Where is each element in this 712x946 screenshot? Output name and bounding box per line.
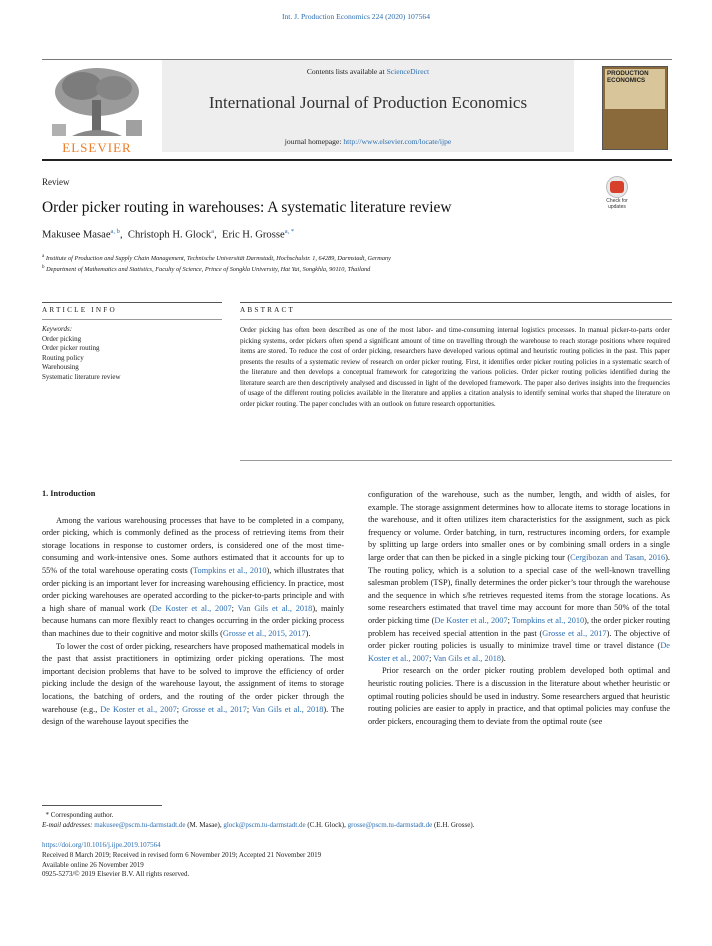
divider: [42, 302, 222, 303]
footnote-marker: *: [45, 811, 49, 819]
affil-text: Department of Mathematics and Statistics, Faculty of Science, Prince of Songkla University, Hat Yai, Songkhla, 90110, Thailand: [46, 266, 371, 274]
section-heading: 1. Introduction: [42, 489, 96, 498]
author-name[interactable]: Christoph H. Glock: [127, 229, 212, 241]
contents-line: [162, 67, 574, 76]
journal-title[interactable]: International Journal of Production Economics: [208, 93, 528, 112]
elsevier-tree-logo[interactable]: [42, 64, 152, 156]
citation-link[interactable]: Tompkins et al., 2010: [511, 615, 585, 625]
journal-reference[interactable]: Int. J. Production Economics 224 (2020) 107564: [281, 12, 431, 21]
check-for-updates-badge[interactable]: [600, 176, 634, 212]
bookmark-icon: [610, 181, 624, 193]
journal-cover-thumbnail[interactable]: [602, 66, 668, 150]
paragraph: [42, 515, 344, 641]
email-link[interactable]: glock@pscm.tu-darmstadt.de: [223, 821, 306, 829]
paragraph-text: ), the order picker routing problem has received special attention in the past (: [368, 615, 670, 638]
author-affil-marker[interactable]: a: [211, 228, 215, 235]
affiliation: [42, 254, 662, 262]
author-affil-marker[interactable]: a, b: [110, 228, 120, 235]
citation-link[interactable]: Van Gils et al., 2018: [433, 653, 502, 663]
paragraph-text: ;: [246, 704, 252, 714]
body-column-right: [368, 489, 670, 728]
citation-link[interactable]: Cergibozan and Tasan, 2016: [570, 552, 666, 562]
paragraph-text: ), mainly because humans can more flexibly react to changes occurring in the order picking process than machines due to their cognitive and motor skills (: [42, 603, 344, 638]
corresponding-author-label: Corresponding author.: [50, 811, 114, 819]
article-info-header: ARTICLE INFO: [42, 306, 117, 314]
paragraph-text: configuration of the warehouse, such as the number, length, and width of aisles, for example. The storage assignment determines how to allocate items to storage locations in the warehouse, and it often utilizes item characteristics for the assignment, such as pick frequency or volume. Order batching, in turn, restructures incoming orders, for example by splitting up large orders into smaller ones or by combining small orders in a single large order that can then be picked in a single picking tour (: [368, 490, 670, 562]
article-title: Order picker routing in warehouses: A systematic literature review: [42, 199, 452, 216]
abstract-text: Order picking has often been described as one of the most labor- and time-consuming internal logistics processes. In manual picker-to-parts order picking systems, order pickers often spend a significant amount of time on travelling through the warehouse to reach storage positions where required items are stored. To reduce the cost of order picking, researchers have developed various optimal and heuristic routing policies in the past. This paper presents the results of a systematic review of research on order picker routing. First, it identifies order picker routing policies in a systematic search of the literature and then develops a conceptual framework for categorizing the various policies. Order picker routing policies identified during the literature search are then descriptively analysed and discussed in light of the developed framework. The paper also derives insights into the frequencies of usage of the different routing policies available in the literature and applies a citation analysis to identify seminal works that shaped the literature on order picker routing. The paper concludes with an outlook on future research opportunities.: [240, 326, 670, 408]
citation-link[interactable]: Grosse et al., 2015, 2017: [222, 628, 306, 638]
divider: [42, 319, 222, 320]
paragraph-text: ;: [231, 603, 238, 613]
journal-banner: [162, 60, 574, 152]
homepage-line: [162, 137, 574, 146]
divider: [240, 302, 672, 303]
email-link[interactable]: makusee@pscm.tu-darmstadt.de: [94, 821, 186, 829]
keyword: Routing policy: [42, 353, 84, 362]
paragraph-text: ;: [429, 653, 434, 663]
copyright: 0925-5273/© 2019 Elsevier B.V. All rights reserved.: [42, 870, 190, 879]
author-affil-marker[interactable]: a, *: [284, 228, 295, 235]
cover-title: PRODUCTION ECONOMICS: [607, 70, 649, 84]
body-column-left: [42, 488, 344, 729]
affil-marker: a: [42, 254, 45, 259]
citation-link[interactable]: Grosse et al., 2017: [182, 704, 247, 714]
footnote: [42, 810, 672, 830]
paragraph-text: ), which illustrates that order picking is an important lever for increasing warehousing efficiency. In practice, most order picking warehouses are operated according to the picker-to-parts principle and with a high share of manual work (: [42, 565, 344, 613]
affil-text: Institute of Production and Supply Chain Management, Technische Universität Darmstadt, Hochschulstr. 1, 64289, Darmstadt, Germany: [45, 255, 391, 263]
email-owner: (M. Masae),: [187, 821, 222, 829]
citation-link[interactable]: De Koster et al., 2007: [100, 704, 177, 714]
paragraph-text: ). The objective of order picker routing policies is usually to minimize travel time or travel distance (: [368, 628, 670, 651]
citation-link[interactable]: De Koster et al., 2007: [434, 615, 508, 625]
emails-label: E-mail addresses:: [42, 821, 93, 829]
received-dates: Received 8 March 2019; Received in revised form 6 November 2019; Accepted 21 November 2019: [42, 850, 322, 859]
paragraph-text: ).: [305, 628, 311, 638]
paragraph-text: ;: [176, 704, 183, 714]
sciencedirect-link[interactable]: ScienceDirect: [386, 67, 430, 76]
keyword: Order picker routing: [42, 344, 100, 353]
citation-link[interactable]: Van Gils et al., 2018: [237, 603, 313, 613]
footnote-rule: [42, 805, 162, 806]
doi-link[interactable]: https://doi.org/10.1016/j.ijpe.2019.107564: [42, 841, 161, 849]
paragraph-text: ). The design of the warehouse layout specifies the: [42, 704, 345, 727]
citation-link[interactable]: Van Gils et al., 2018: [251, 704, 324, 714]
paragraph-text: ;: [507, 615, 512, 625]
divider: [240, 460, 672, 461]
email-owner: (E.H. Grosse).: [433, 821, 475, 829]
check-updates-label: Check for updates: [606, 198, 628, 210]
article-type: Review: [42, 177, 70, 187]
citation-link[interactable]: Tompkins et al., 2010: [193, 565, 267, 575]
abstract-header: ABSTRACT: [240, 306, 296, 314]
email-link[interactable]: grosse@pscm.tu-darmstadt.de: [347, 821, 433, 829]
publication-meta: [42, 841, 672, 880]
keyword: Order picking: [42, 334, 82, 343]
email-owner: (C.H. Glock),: [307, 821, 346, 829]
elsevier-wordmark: ELSEVIER: [62, 140, 132, 155]
paragraph-text: Prior research on the order picker routing problem developed both optimal and heuristic routing policies. There is a discussion in the literature about whether heuristic or optimal routing policies should be used in industry. Some researchers argued that heuristic routing policies are easier to apply in practice, and that optimal policies may confuse the order pickers, encouraging them to deviate from the optimal route (see: [368, 666, 670, 726]
paragraph: [42, 641, 344, 729]
divider: [240, 319, 672, 320]
paragraph-text: Among the various warehousing processes that have to be completed in a company, order picking, which is commonly defined as the process of retrieving items from their storage locations in response to customer orders, is considered one of the most time-consuming and work-intensive ones. Some authors estimated that it accounts for up to 55% of the total warehouse operating costs (: [42, 515, 344, 575]
online-date: Available online 26 November 2019: [42, 860, 144, 869]
contents-prefix: Contents lists available at: [306, 67, 387, 76]
affil-marker: b: [42, 265, 45, 270]
paragraph-text: ).: [501, 653, 506, 663]
homepage-link[interactable]: http://www.elsevier.com/locate/ijpe: [343, 137, 452, 146]
author-list: Makusee Masae$^{a, b}$, Christoph H. Glock$^a$, Eric H. Grosse$^{a, *}$: [42, 228, 295, 241]
paragraph: [368, 665, 670, 728]
keyword: Warehousing: [42, 363, 79, 372]
paragraph: [368, 489, 670, 665]
affiliation: [42, 265, 662, 273]
keyword: Systematic literature review: [42, 372, 121, 381]
citation-link[interactable]: Grosse et al., 2017: [542, 628, 607, 638]
paragraph-text: To lower the cost of order picking, researchers have proposed mathematical models in the past that assist practitioners in optimizing order picking operations. The most important decision problems that have to be solved to improve the efficiency of order picking include the design of the warehouse layout, the assignment of items to storage locations, the batching of orders, and the routing of the order picker through the warehouse (e.g.,: [42, 641, 344, 714]
author-name[interactable]: Eric H. Grosse: [222, 229, 285, 241]
homepage-prefix: journal homepage:: [284, 137, 344, 146]
tree-logo-icon: [42, 64, 152, 142]
citation-link[interactable]: De Koster et al., 2007: [151, 603, 232, 613]
keywords-block: [42, 325, 222, 383]
citation-link[interactable]: De Koster et al., 2007: [368, 641, 670, 663]
paragraph-text: ). The routing policy, which is a solution to a special case of the well-known travelling salesman problem (TSP), finally determines the order picker’s tour through the warehouse and the sequence in which s/he retrieves requested items from the storage locations. As some researchers estimated that travel time may account for more than 50% of the total order picking time (: [368, 552, 671, 625]
keywords-label: Keywords:: [42, 325, 73, 333]
author-name[interactable]: Makusee Masae: [42, 229, 111, 241]
masthead: [42, 59, 672, 161]
